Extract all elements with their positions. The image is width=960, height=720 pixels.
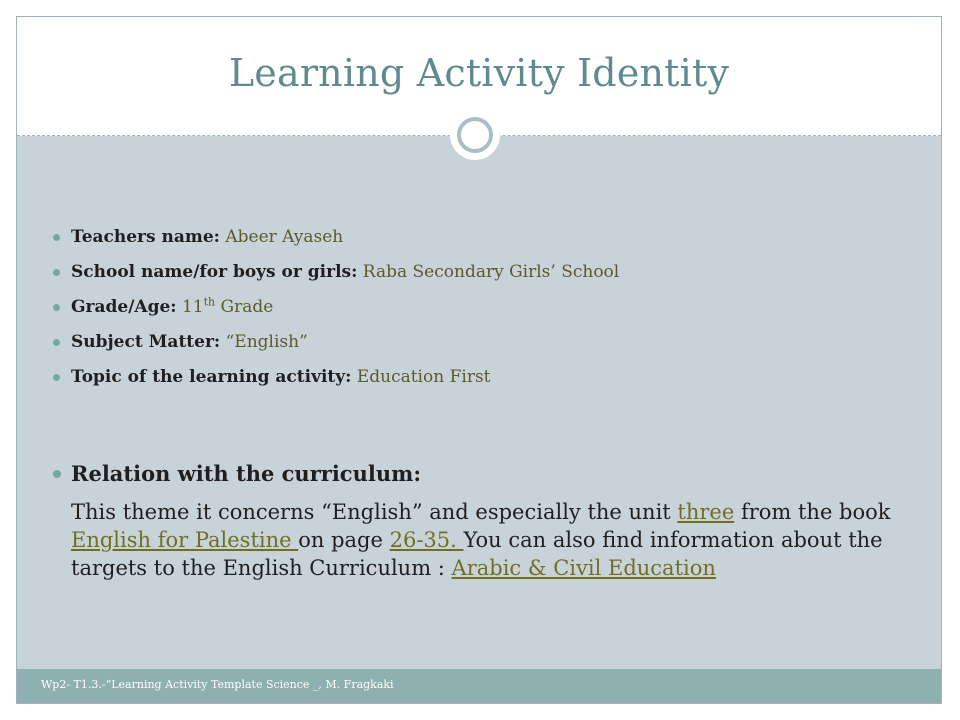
- list-item: [53, 290, 913, 325]
- list-item: [53, 255, 913, 290]
- grade-suffix: th: [203, 295, 216, 309]
- circle-ornament-icon: [457, 117, 493, 153]
- item-label: Teachers name:: [71, 227, 220, 247]
- relation-text-3: on page: [298, 528, 390, 552]
- bullet-icon: [53, 269, 60, 276]
- item-value: Education First: [356, 367, 491, 387]
- footer-text: Wp2- T1.3.-“Learning Activity Template Science _, M. Fragkaki: [41, 678, 394, 691]
- bullet-icon: [53, 304, 60, 311]
- bullet-icon: [53, 470, 61, 478]
- relation-text: [53, 498, 933, 582]
- book-link[interactable]: English for Palestine: [71, 528, 299, 552]
- bullet-icon: [53, 234, 60, 241]
- relation-text-2: from the book: [734, 500, 891, 524]
- item-value: Raba Secondary Girls’ School: [362, 262, 620, 282]
- item-value: [182, 297, 273, 317]
- unit-link[interactable]: three: [677, 500, 735, 524]
- item-value: Abeer Ayaseh: [225, 227, 344, 247]
- grade-word: Grade: [215, 297, 274, 317]
- relation-heading-text: Relation with the curriculum:: [71, 461, 422, 486]
- footer-bar: [17, 669, 941, 703]
- relation-heading: [53, 458, 933, 490]
- relation-section: [53, 458, 933, 582]
- item-label: School name/for boys or girls:: [71, 262, 358, 282]
- list-item: [53, 325, 913, 360]
- info-list: [53, 220, 913, 395]
- slide-frame: [16, 16, 942, 704]
- relation-text-1: This theme it concerns “English” and especially the unit: [71, 500, 678, 524]
- pages-link[interactable]: 26-35.: [389, 528, 464, 552]
- list-item: [53, 360, 913, 395]
- curriculum-link[interactable]: Arabic & Civil Education: [451, 556, 716, 580]
- list-item: [53, 220, 913, 255]
- item-label: Grade/Age:: [71, 297, 177, 317]
- item-label: Subject Matter:: [71, 332, 221, 352]
- page-title: Learning Activity Identity: [228, 51, 730, 95]
- item-value: “English”: [225, 332, 308, 352]
- grade-number: 11: [181, 297, 204, 317]
- item-label: Topic of the learning activity:: [71, 367, 352, 387]
- bullet-icon: [53, 339, 60, 346]
- bullet-icon: [53, 374, 60, 381]
- relation-text-4: You can also find information about the targets to the English Curriculum :: [71, 528, 883, 580]
- content-panel: [17, 136, 941, 671]
